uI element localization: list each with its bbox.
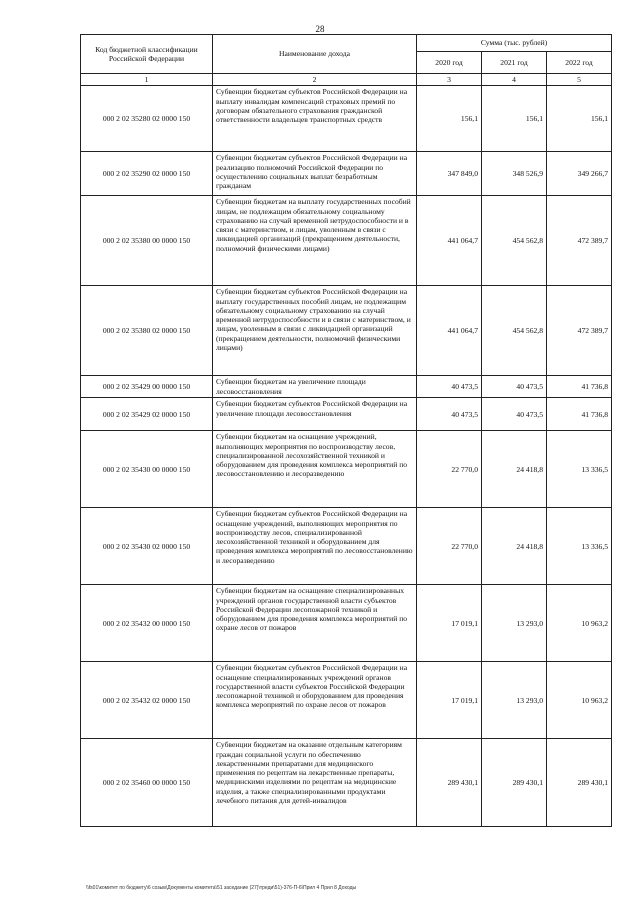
row-value-2021: 13 293,0 <box>482 662 547 739</box>
row-value-2020: 22 770,0 <box>417 508 482 585</box>
row-value-2020: 40 473,5 <box>417 376 482 398</box>
header-code: Код бюджетной классификации Российской Федерации <box>81 35 213 74</box>
row-value-2020: 441 064,7 <box>417 286 482 376</box>
row-value-2021: 289 430,1 <box>482 739 547 827</box>
table-row <box>81 152 612 196</box>
row-value-2020: 347 849,0 <box>417 152 482 196</box>
row-code: 000 2 02 35429 00 0000 150 <box>81 376 213 398</box>
row-code: 000 2 02 35430 02 0000 150 <box>81 508 213 585</box>
row-name: Субвенции бюджетам на оказание отдельным категориям граждан социальной услуги по обеспечению лекарственными препаратами для медицинского применения по рецептам на лекарственные препараты, медицинскими изделиями по рецептам на медицинские изделия, а также специализированными продуктами лечебного питания для детей-инвалидов <box>213 739 417 827</box>
footer-file-path: \\fs01\комитет по бюджету\6 созыв\Документы комитета\51 заседание (27)\треди\51)-376-П-6\Прил 4 Прил 8 Доходы <box>86 885 357 891</box>
header-year-2020: 2020 год <box>417 52 482 74</box>
table-body <box>81 86 612 827</box>
col-number-2: 2 <box>213 74 417 86</box>
row-value-2022: 472 389,7 <box>547 196 612 286</box>
row-value-2021: 24 418,8 <box>482 508 547 585</box>
table-row <box>81 398 612 431</box>
row-name: Субвенции бюджетам на оснащение учреждений, выполняющих мероприятия по воспроизводству лесов, специализированной лесохозяйственной техникой и оборудованием для проведения комплекса мероприятий по лесовосстановлению и лесоразведению <box>213 431 417 508</box>
header-sum: Сумма (тыс. рублей) <box>417 35 612 52</box>
row-value-2022: 349 266,7 <box>547 152 612 196</box>
header-year-2021: 2021 год <box>482 52 547 74</box>
header-name: Наименование дохода <box>213 35 417 74</box>
col-number-4: 4 <box>482 74 547 86</box>
row-value-2020: 441 064,7 <box>417 196 482 286</box>
row-value-2022: 289 430,1 <box>547 739 612 827</box>
row-value-2021: 24 418,8 <box>482 431 547 508</box>
row-value-2020: 17 019,1 <box>417 585 482 662</box>
row-code: 000 2 02 35432 02 0000 150 <box>81 662 213 739</box>
row-code: 000 2 02 35380 00 0000 150 <box>81 196 213 286</box>
row-value-2020: 17 019,1 <box>417 662 482 739</box>
row-code: 000 2 02 35429 02 0000 150 <box>81 398 213 431</box>
row-value-2021: 156,1 <box>482 86 547 152</box>
table-row <box>81 86 612 152</box>
row-value-2021: 454 562,8 <box>482 196 547 286</box>
row-name: Субвенции бюджетам субъектов Российской Федерации на выплату государственных пособий лицам, не подлежащим обязательному социальному страхованию на случай временной нетрудоспособности и в связи с материнством, и лицам, уволенным в связи с ликвидацией организаций (прекращением деятельности, полномочий физическими лицами) <box>213 286 417 376</box>
row-code: 000 2 02 35290 02 0000 150 <box>81 152 213 196</box>
table-row <box>81 739 612 827</box>
row-code: 000 2 02 35280 02 0000 150 <box>81 86 213 152</box>
row-value-2022: 13 336,5 <box>547 508 612 585</box>
table-row <box>81 431 612 508</box>
row-name: Субвенции бюджетам на выплату государственных пособий лицам, не подлежащим обязательному социальному страхованию на случай временной нетрудоспособности и в связи с материнством, и лицам, уволенным в связи с ликвидацией организаций (прекращением деятельности, полномочий физическими лицами) <box>213 196 417 286</box>
table-row <box>81 508 612 585</box>
row-value-2021: 13 293,0 <box>482 585 547 662</box>
row-name: Субвенции бюджетам субъектов Российской Федерации на реализацию полномочий Российской Федерации по осуществлению социальных выплат безработным гражданам <box>213 152 417 196</box>
row-name: Субвенции бюджетам на увеличение площади лесовосстановления <box>213 376 417 398</box>
row-value-2021: 454 562,8 <box>482 286 547 376</box>
col-number-3: 3 <box>417 74 482 86</box>
row-value-2020: 289 430,1 <box>417 739 482 827</box>
table-row <box>81 376 612 398</box>
row-name: Субвенции бюджетам на оснащение специализированных учреждений органов государственной власти субъектов Российской Федерации лесопожарной техникой и оборудованием для проведения комплекса мероприятий по охране лесов от пожаров <box>213 585 417 662</box>
row-value-2020: 40 473,5 <box>417 398 482 431</box>
row-value-2022: 13 336,5 <box>547 431 612 508</box>
table-row <box>81 662 612 739</box>
row-value-2022: 472 389,7 <box>547 286 612 376</box>
revenue-table <box>80 34 612 827</box>
row-name: Субвенции бюджетам субъектов Российской Федерации на оснащение учреждений, выполняющих мероприятия по воспроизводству лесов, специализированной лесохозяйственной техникой и оборудованием для проведения комплекса мероприятий по лесовосстановлению и лесоразведению <box>213 508 417 585</box>
row-value-2021: 40 473,5 <box>482 376 547 398</box>
table-row <box>81 286 612 376</box>
row-value-2022: 156,1 <box>547 86 612 152</box>
col-number-5: 5 <box>547 74 612 86</box>
row-name: Субвенции бюджетам субъектов Российской Федерации на увеличение площади лесовосстановления <box>213 398 417 431</box>
table-row <box>81 585 612 662</box>
table-row <box>81 196 612 286</box>
row-value-2022: 10 963,2 <box>547 662 612 739</box>
row-value-2020: 156,1 <box>417 86 482 152</box>
row-value-2021: 40 473,5 <box>482 398 547 431</box>
row-code: 000 2 02 35432 00 0000 150 <box>81 585 213 662</box>
row-value-2022: 41 736,8 <box>547 376 612 398</box>
row-code: 000 2 02 35380 02 0000 150 <box>81 286 213 376</box>
page-number: 28 <box>315 24 325 34</box>
row-name: Субвенции бюджетам субъектов Российской Федерации на выплату инвалидам компенсаций страховых премий по договорам обязательного страхования гражданской ответственности владельцев транспортных средств <box>213 86 417 152</box>
row-value-2021: 348 526,9 <box>482 152 547 196</box>
col-number-1: 1 <box>81 74 213 86</box>
row-value-2022: 10 963,2 <box>547 585 612 662</box>
row-value-2020: 22 770,0 <box>417 431 482 508</box>
header-year-2022: 2022 год <box>547 52 612 74</box>
row-value-2022: 41 736,8 <box>547 398 612 431</box>
row-code: 000 2 02 35430 00 0000 150 <box>81 431 213 508</box>
row-code: 000 2 02 35460 00 0000 150 <box>81 739 213 827</box>
row-name: Субвенции бюджетам субъектов Российской Федерации на оснащение специализированных учреждений органов государственной власти субъектов Российской Федерации лесопожарной техникой и оборудованием для проведения комплекса мероприятий по охране лесов от пожаров <box>213 662 417 739</box>
